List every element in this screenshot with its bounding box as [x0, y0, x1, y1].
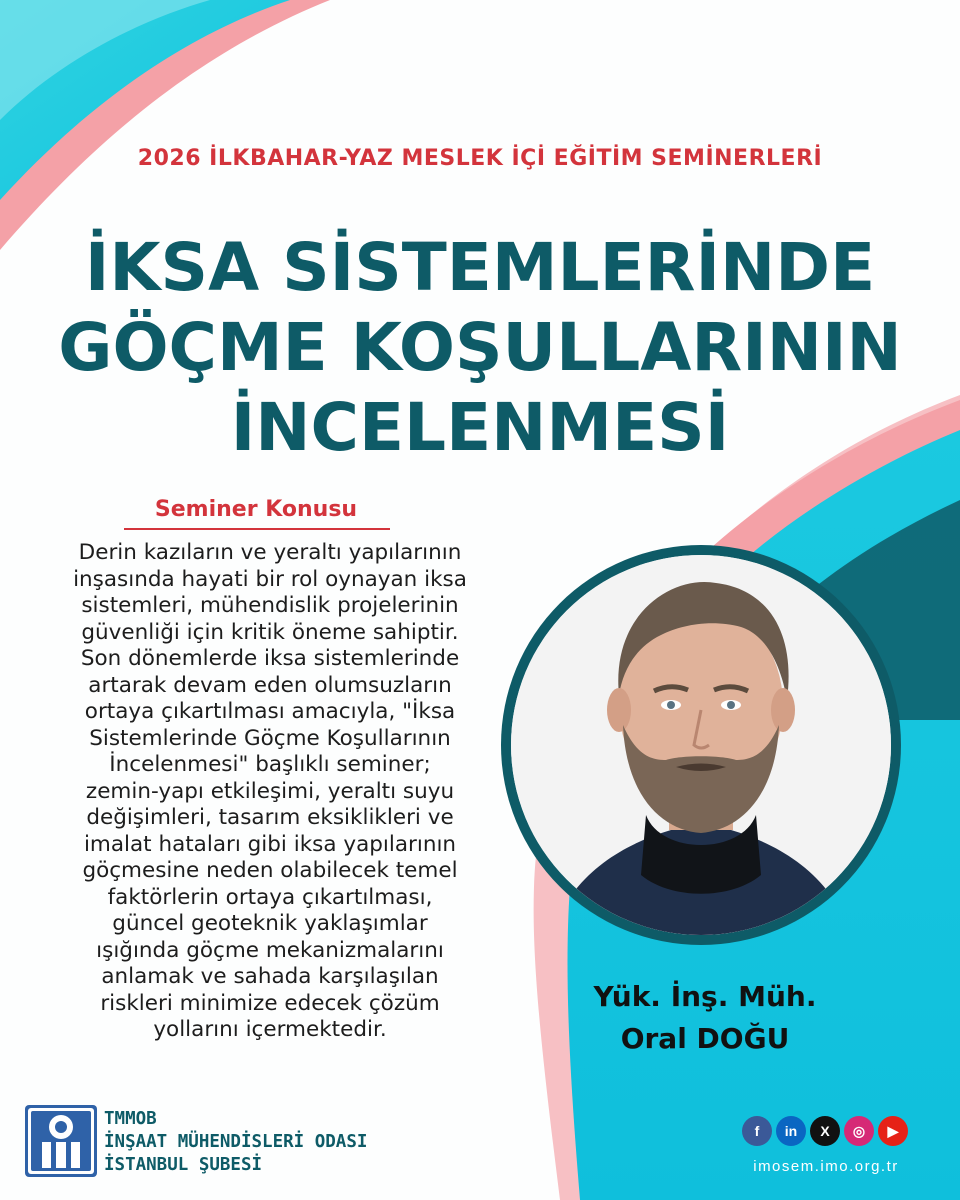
speaker-portrait-illustration: [511, 555, 891, 935]
description-line: Son dönemlerde iksa sistemlerinde: [80, 646, 460, 671]
youtube-icon[interactable]: ▶: [878, 1116, 908, 1146]
website-link[interactable]: imosem.imo.org.tr: [753, 1158, 899, 1175]
title-line-3: İNCELENMESİ: [230, 389, 730, 466]
description-line: ortaya çıkartılması amacıyla, "İksa: [84, 699, 456, 724]
title-line-2: GÖÇME KOŞULLARININ: [58, 309, 902, 386]
description-line: sistemleri, mühendislik projelerinin: [81, 593, 459, 618]
organization-name: [104, 1108, 367, 1177]
organization-line: TMMOB: [104, 1109, 157, 1129]
seminar-description: [20, 540, 520, 1044]
organization-line: İSTANBUL ŞUBESİ: [104, 1155, 263, 1175]
topic-heading: Seminer Konusu: [154, 497, 358, 522]
organization-line: İNŞAAT MÜHENDİSLERİ ODASI: [104, 1132, 368, 1152]
description-line: inşasında hayati bir rol oynayan iksa: [73, 566, 467, 592]
description-line: güvenliği için kritik öneme sahiptir.: [81, 619, 459, 645]
x-icon[interactable]: X: [810, 1116, 840, 1146]
description-line: imalat hataları gibi iksa yapılarının: [83, 831, 457, 857]
seminar-title: [0, 228, 960, 468]
description-line: yollarını içermektedir.: [153, 1017, 387, 1042]
description-line: Sistemlerinde Göçme Koşullarının: [89, 725, 451, 751]
seminar-series-subtitle: 2026 İLKBAHAR-YAZ MESLEK İÇİ EĞİTİM SEMİNERLERİ: [137, 146, 823, 171]
linkedin-icon[interactable]: in: [776, 1116, 806, 1146]
description-line: zemin-yapı etkileşimi, yeraltı suyu: [85, 778, 455, 804]
topic-underline: [124, 528, 390, 530]
title-line-1: İKSA SİSTEMLERİNDE: [84, 229, 876, 306]
description-line: Derin kazıların ve yeraltı yapılarının: [78, 540, 462, 565]
description-line: anlamak ve sahada karşılaşılan: [101, 964, 439, 989]
instagram-icon[interactable]: ◎: [844, 1116, 874, 1146]
description-line: faktörlerin ortaya çıkartılması,: [107, 884, 433, 910]
speaker-name: Oral DOĞU: [620, 1022, 790, 1055]
description-line: değişimleri, tasarım eksiklikleri ve: [86, 805, 454, 830]
facebook-icon[interactable]: f: [742, 1116, 772, 1146]
description-line: riskleri minimize edecek çözüm: [100, 990, 440, 1016]
speaker-title: Yük. İnş. Müh.: [593, 980, 817, 1013]
description-line: İncelenmesi" başlıklı seminer;: [109, 752, 431, 777]
social-links: [742, 1116, 908, 1150]
description-line: göçmesine neden olabilecek temel: [82, 858, 458, 883]
description-line: ışığında göçme mekanizmalarını: [96, 937, 444, 963]
description-line: artarak devam eden olumsuzların: [88, 672, 452, 698]
description-line: güncel geoteknik yaklaşımlar: [112, 911, 428, 936]
speaker-photo: [511, 555, 891, 935]
imo-logo-icon: [24, 1104, 98, 1178]
